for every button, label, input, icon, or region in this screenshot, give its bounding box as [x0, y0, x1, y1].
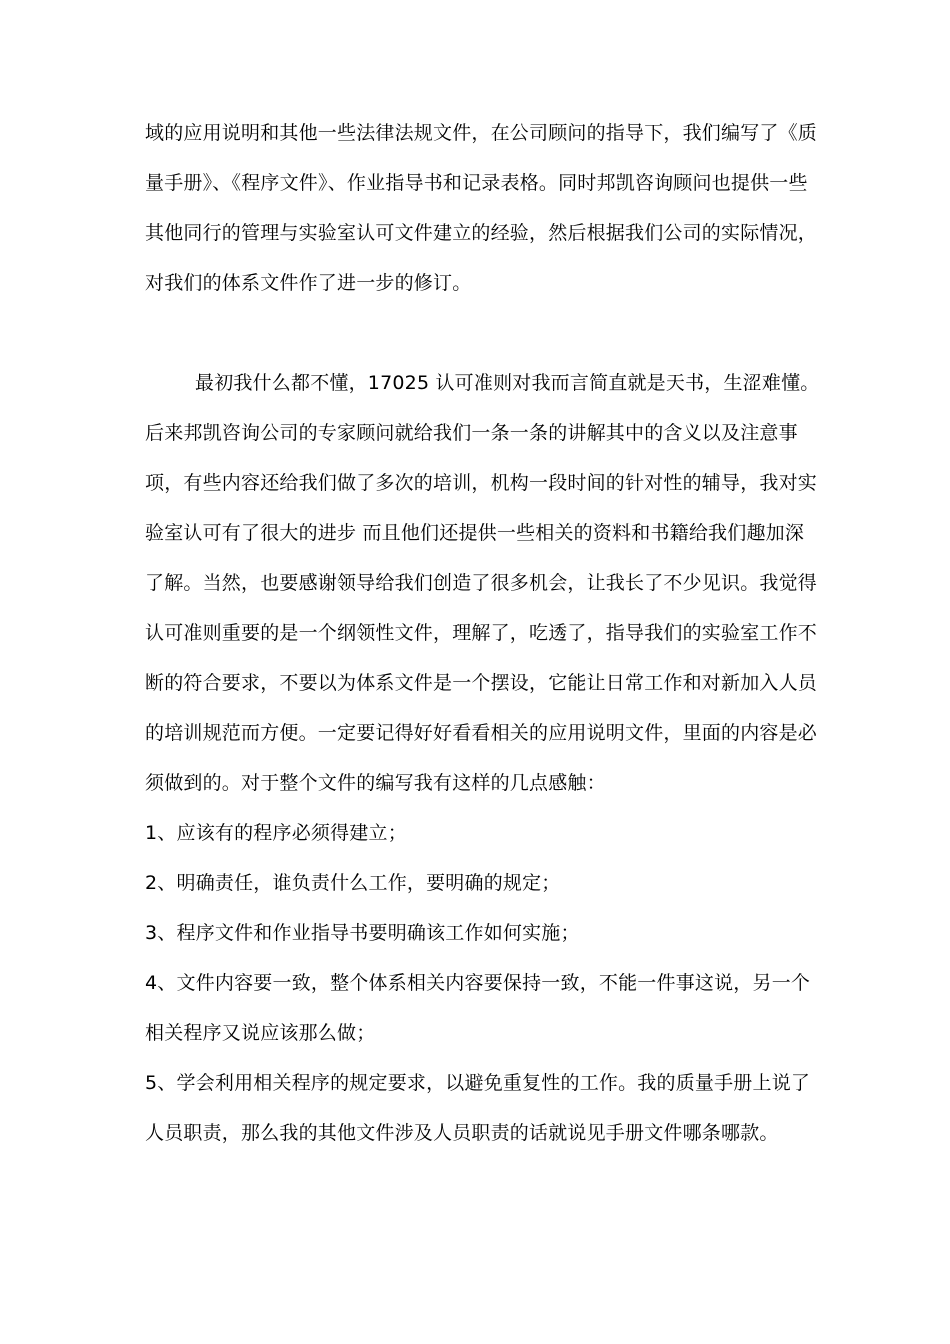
text-line: 后来邦凯咨询公司的专家顾问就给我们一条一条的讲解其中的含义以及注意事	[145, 422, 798, 444]
list-item: 3、程序文件和作业指导书要明确该工作如何实施；	[145, 922, 580, 944]
text-line: 域的应用说明和其他一些法律法规文件，在公司顾问的指导下，我们编写了《质	[145, 122, 818, 144]
text-line: 其他同行的管理与实验室认可文件建立的经验，然后根据我们公司的实际情况，	[145, 222, 818, 244]
text-line: 验室认可有了很大的进步 而且他们还提供一些相关的资料和书籍给我们趣加深	[145, 522, 805, 544]
list-item: 2、明确责任，谁负责什么工作，要明确的规定；	[145, 872, 561, 894]
paragraph-intro	[145, 108, 825, 308]
text-line: 了解。当然，也要感谢领导给我们创造了很多机会，让我长了不少见识。我觉得	[145, 572, 818, 594]
text-line: 项，有些内容还给我们做了多次的培训，机构一段时间的针对性的辅导，我对实	[145, 472, 818, 494]
list-item: 1、应该有的程序必须得建立；	[145, 822, 407, 844]
text-line: 的培训规范而方便。一定要记得好好看看相关的应用说明文件，里面的内容是必	[145, 722, 818, 744]
text-line: 断的符合要求，不要以为体系文件是一个摆设，它能让日常工作和对新加入人员	[145, 672, 818, 694]
text-line: 认可准则重要的是一个纲领性文件，理解了，吃透了，指导我们的实验室工作不	[145, 622, 818, 644]
text-line: 最初我什么都不懂，17025 认可准则对我而言简直就是天书，生涩难懂。	[195, 372, 820, 394]
list-item: 4、文件内容要一致，整个体系相关内容要保持一致，不能一件事这说，另一个	[145, 972, 811, 994]
text-line: 对我们的体系文件作了进一步的修订。	[145, 272, 472, 294]
list-item-continuation: 相关程序又说应该那么做；	[145, 1022, 376, 1044]
text-line: 须做到的。对于整个文件的编写我有这样的几点感触：	[145, 772, 606, 794]
paragraph-reflections	[145, 358, 825, 1158]
list-item-continuation: 人员职责，那么我的其他文件涉及人员职责的话就说见手册文件哪条哪款。	[145, 1122, 779, 1144]
list-item: 5、学会利用相关程序的规定要求，以避免重复性的工作。我的质量手册上说了	[145, 1072, 811, 1094]
text-line: 量手册》、《程序文件》、作业指导书和记录表格。同时邦凯咨询顾问也提供一些	[145, 172, 808, 194]
